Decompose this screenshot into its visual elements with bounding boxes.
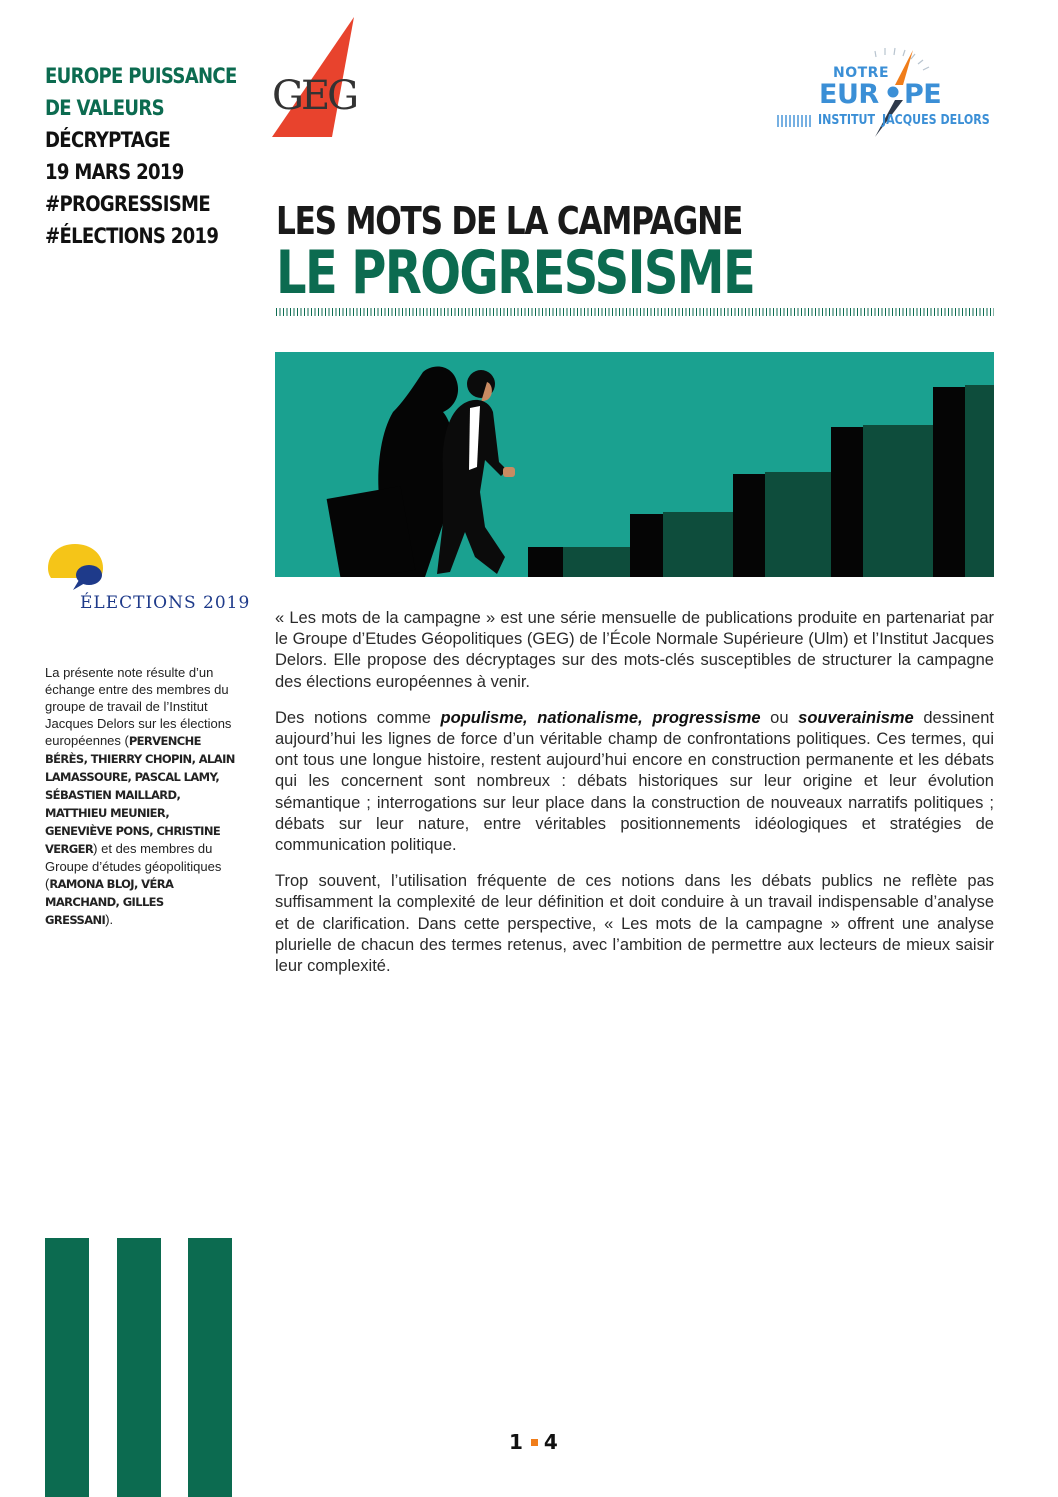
header-line-date: 19 MARS 2019 (45, 160, 184, 184)
notre-europe-top-text: NOTRE (833, 65, 890, 81)
header-line-type: DÉCRYPTAGE (45, 128, 170, 152)
decorative-bar-1 (45, 1238, 89, 1497)
title-series: LES MOTS DE LA CAMPAGNE (276, 199, 743, 243)
page-number (509, 1430, 560, 1454)
businessman-climbing-stairs-illustration (275, 352, 994, 577)
document-title (276, 199, 874, 308)
document-header (45, 60, 245, 252)
separator-square-icon (531, 1439, 538, 1446)
header-line-hashtag-1: #PROGRESSISME (45, 192, 210, 216)
title-divider (276, 308, 994, 316)
total-pages: 4 (543, 1430, 560, 1454)
paragraph-3: Trop souvent, l’utilisation fréquente de ces notions dans les débats publics ne reflète pas suffisamment la complexité de leur définition et doit conduire à un travail indispensable d’analyse et de clarification. Dans cette perspective, « Les mots de la campagne » offrent une analyse plurielle de chacun des termes retenus, avec l’ambition de permettre aux lecteurs de mieux saisir leur complexité. (275, 872, 994, 976)
paragraph-2-start: Des notions comme (275, 708, 441, 727)
notre-europe-main-right: PE (904, 79, 942, 110)
geg-logo (270, 15, 380, 140)
elections-2019-label: ÉLECTIONS 2019 (80, 593, 251, 613)
hero-illustration (275, 352, 994, 577)
paragraph-2-keyword-souverainisme: souverainisme (798, 708, 914, 727)
header-line-series-cont: DE VALEURS (45, 96, 164, 120)
sidebar-note-ijd-members: PERVENCHE BÉRÈS, THIERRY CHOPIN, ALAIN LAMASSOURE, PASCAL LAMY, SÉBASTIEN MAILLARD, MATTHIEU MEUNIER, GENEVIÈVE PONS, CHRISTINE VERGER (45, 734, 235, 856)
sidebar-note-end: ). (105, 912, 114, 927)
paragraph-2-keywords: populisme, nationalisme, progressisme (440, 708, 761, 727)
header-line-hashtag-2: #ÉLECTIONS 2019 (45, 224, 219, 248)
notre-europe-institut: INSTITUT (818, 113, 876, 128)
compass-icon (775, 45, 1000, 145)
body-text (275, 608, 994, 992)
geg-logo-text: GEG (272, 73, 357, 119)
paragraph-2-ou: ou (760, 708, 799, 727)
paragraph-2 (275, 708, 994, 856)
decorative-bar-3 (188, 1238, 232, 1497)
notre-europe-logo (775, 45, 1000, 145)
sidebar-note (45, 664, 235, 929)
speech-bubble-icon (45, 540, 235, 600)
decorative-bar-2 (117, 1238, 161, 1497)
title-topic: LE PROGRESSISME (276, 238, 755, 308)
sidebar-note-intro: La présente note résulte d’un échange entre des membres du groupe de travail de l’Institut Jacques Delors sur les élections européennes ( (45, 665, 232, 748)
sidebar-note-geg-members: RAMONA BLOJ, VÉRA MARCHAND, GILLES GRESSANI (45, 877, 174, 927)
sidebar-note-middle: ) et des membres du Groupe d’études géopolitiques ( (45, 841, 222, 891)
header-line-series: EUROPE PUISSANCE (45, 64, 237, 88)
notre-europe-main-left: EUR (819, 79, 879, 110)
notre-europe-delors: JACQUES DELORS (882, 113, 990, 128)
paragraph-2-rest: dessinent aujourd’hui les lignes de force d’un véritable champ de confrontations politiques. Ces termes, qui ont tous une longue histoire, restent aujourd’hui encore en construction permanente et les débats qui les concernent sont nombreux : débats historiques sur leur origine et leur évolution sémantique ; interrogations sur leur place dans la construction de nouveaux narratifs politiques ; débats sur leur nature, entre véritables positionnements idéologiques et stratégies de communication politique. (275, 708, 994, 855)
paragraph-1: « Les mots de la campagne » est une série mensuelle de publications produite en partenariat par le Groupe d’Etudes Géopolitiques (GEG) de l’École Normale Supérieure (Ulm) et l’Institut Jacques Delors. Elle propose des décryptages sur des mots-clés susceptibles de structurer la campagne des élections européennes à venir. (275, 609, 994, 691)
current-page: 1 (509, 1430, 525, 1454)
